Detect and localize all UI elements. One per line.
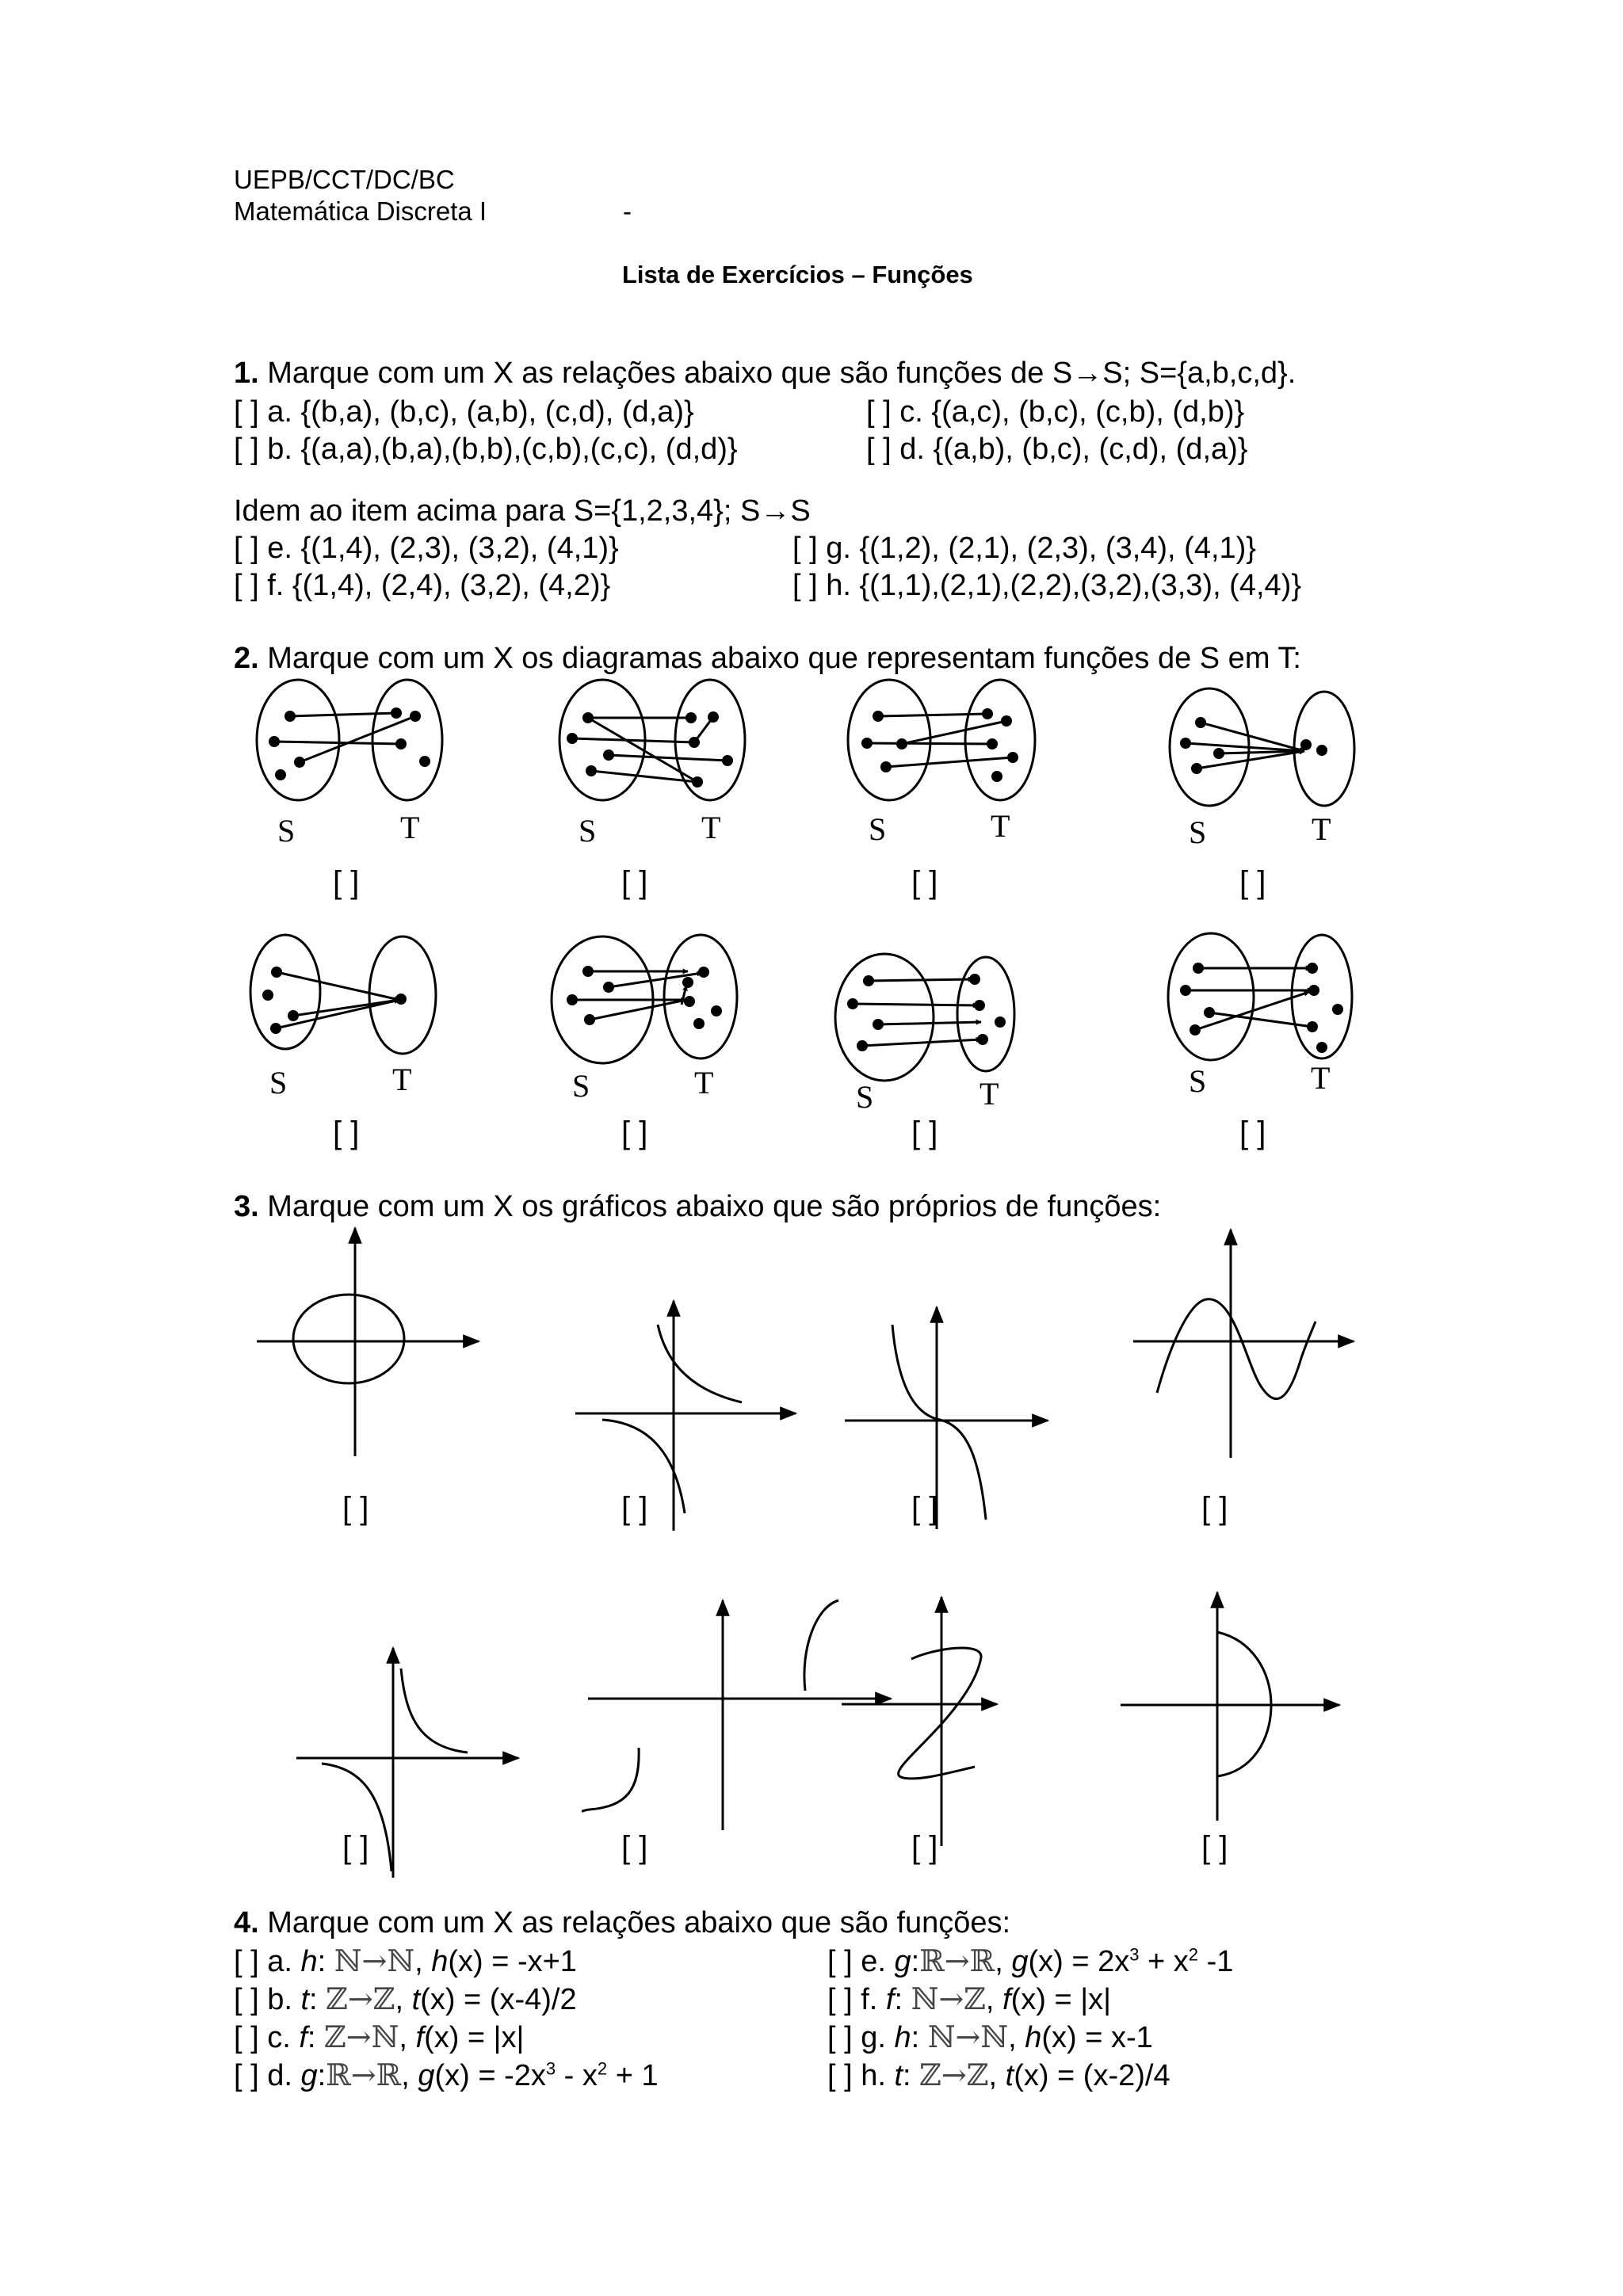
diagram-3-checkbox[interactable]: [ ] [911, 865, 938, 900]
q4-option-f[interactable]: [ ] f. f: ℕ→ℤ, f(x) = |x| [827, 1981, 1111, 2016]
diagram-1-label-t: T [400, 810, 420, 845]
diagram-4-checkbox[interactable]: [ ] [1239, 865, 1266, 900]
q1-option-h[interactable]: [ ] h. {(1,1),(2,1),(2,2),(3,2),(3,3), (4,4)} [792, 569, 1302, 602]
q4-text: Marque com um X as relações abaixo que são funções: [258, 1906, 1011, 1939]
q1-option-b[interactable]: [ ] b. {(a,a),(b,a),(b,b),(c,b),(c,c), (d,d)} [234, 433, 738, 466]
institution-label: UEPB/CCT/DC/BC [234, 165, 455, 194]
graph-6-checkbox[interactable]: [ ] [621, 1830, 648, 1865]
q1-option-d[interactable]: [ ] d. {(a,b), (b,c), (c,d), (d,a)} [866, 433, 1248, 466]
diagram-8-checkbox[interactable]: [ ] [1239, 1116, 1266, 1150]
q1-option-f[interactable]: [ ] f. {(1,4), (2,4), (3,2), (4,2)} [234, 569, 611, 602]
diagram-4-label-t: T [1312, 811, 1331, 847]
graph-1-checkbox[interactable]: [ ] [342, 1491, 369, 1526]
diagram-8-label-s: S [1189, 1063, 1207, 1099]
q1-option-a[interactable]: [ ] a. {(b,a), (b,c), (a,b), (c,d), (d,a)} [234, 395, 694, 429]
q4-option-d[interactable]: [ ] d. g:ℝ→ℝ, $g(x) = -2x^3 - x^2 + 1$ [234, 2058, 659, 2092]
diagram-6-label-t: T [694, 1065, 714, 1100]
diagram-3-label-t: T [991, 808, 1010, 844]
q4-option-g[interactable]: [ ] g. h: ℕ→ℕ, h(x) = x-1 [827, 2019, 1153, 2054]
q1-text: Marque com um X as relações abaixo que são funções de S→S; S={a,b,c,d}. [258, 357, 1296, 390]
q4-option-c[interactable]: [ ] c. f: ℤ→ℕ, f(x) = |x| [234, 2019, 525, 2054]
q3-number: 3. [234, 1190, 259, 1223]
diagram-1-label-s: S [277, 813, 296, 849]
course-label: Matemática Discreta I [234, 196, 487, 226]
q4-number: 4. [234, 1906, 259, 1939]
q1-option-g[interactable]: [ ] g. {(1,2), (2,1), (2,3), (3,4), (4,1)} [792, 532, 1256, 565]
header-dash: - [623, 196, 632, 226]
q4-option-h[interactable]: [ ] h. t: ℤ→ℤ, t(x) = (x-2)/4 [827, 2058, 1170, 2092]
diagram-3-label-s: S [869, 811, 887, 847]
q1-option-c[interactable]: [ ] c. {(a,c), (b,c), (c,b), (d,b)} [866, 395, 1245, 429]
graph-3 [845, 1307, 1048, 1529]
q2-number: 2. [234, 642, 259, 675]
graph-7 [842, 1597, 997, 1846]
diagram-7 [835, 954, 1014, 1115]
diagram-2 [559, 680, 745, 849]
q2-text: Marque com um X os diagramas abaixo que representam funções de S em T: [258, 642, 1301, 675]
diagram-8 [1168, 933, 1352, 1099]
graph-6 [582, 1600, 891, 1830]
q4-option-b[interactable]: [ ] b. t: ℤ→ℤ, t(x) = (x-4)/2 [234, 1981, 577, 2016]
graph-8-checkbox[interactable]: [ ] [1201, 1830, 1228, 1865]
graph-4 [1133, 1230, 1354, 1458]
q4-heading [234, 1908, 1010, 1938]
diagram-1 [257, 680, 442, 849]
diagram-2-label-s: S [579, 813, 597, 849]
diagram-2-checkbox[interactable]: [ ] [621, 865, 648, 900]
graph-5 [296, 1648, 518, 1878]
q3-text: Marque com um X os gráficos abaixo que são próprios de funções: [258, 1190, 1162, 1223]
page-title: Lista de Exercícios – Funções [622, 261, 973, 288]
q4-option-a[interactable]: [ ] a. h: ℕ→ℕ, h(x) = -x+1 [234, 1943, 577, 1978]
graph-2 [575, 1301, 796, 1531]
q1-option-e[interactable]: [ ] e. {(1,4), (2,3), (3,2), (4,1)} [234, 532, 619, 565]
diagram-3 [848, 680, 1035, 847]
graph-4-checkbox[interactable]: [ ] [1201, 1491, 1228, 1526]
diagram-4-label-s: S [1189, 814, 1207, 850]
diagram-4 [1170, 688, 1354, 850]
graph-8 [1121, 1592, 1339, 1821]
q1-idem-text: Idem ao item acima para S={1,2,3,4}; S→S [234, 494, 811, 528]
graph-1 [257, 1228, 479, 1456]
diagram-6 [552, 935, 737, 1104]
graph-7-checkbox[interactable]: [ ] [911, 1830, 938, 1865]
diagram-7-label-s: S [856, 1079, 874, 1115]
graph-2-checkbox[interactable]: [ ] [621, 1491, 648, 1526]
diagram-5 [250, 935, 436, 1100]
q1-number: 1. [234, 357, 259, 390]
diagram-7-checkbox[interactable]: [ ] [911, 1116, 938, 1150]
diagram-6-label-s: S [572, 1068, 590, 1104]
diagram-8-label-t: T [1311, 1060, 1331, 1096]
diagram-7-label-t: T [980, 1076, 999, 1112]
diagram-5-checkbox[interactable]: [ ] [333, 1116, 360, 1150]
diagram-2-label-t: T [701, 810, 721, 845]
graph-3-checkbox[interactable]: [ ] [911, 1491, 938, 1526]
diagram-1-checkbox[interactable]: [ ] [333, 865, 360, 900]
graph-5-checkbox[interactable]: [ ] [342, 1830, 369, 1865]
diagram-5-label-s: S [269, 1065, 288, 1100]
diagram-6-checkbox[interactable]: [ ] [621, 1116, 648, 1150]
q3-heading [234, 1192, 1161, 1222]
diagram-5-label-t: T [392, 1062, 412, 1097]
q4-option-e[interactable]: [ ] e. g:ℝ→ℝ, $g(x) = 2x^3 + x^2$ -1 [827, 1943, 1234, 1978]
